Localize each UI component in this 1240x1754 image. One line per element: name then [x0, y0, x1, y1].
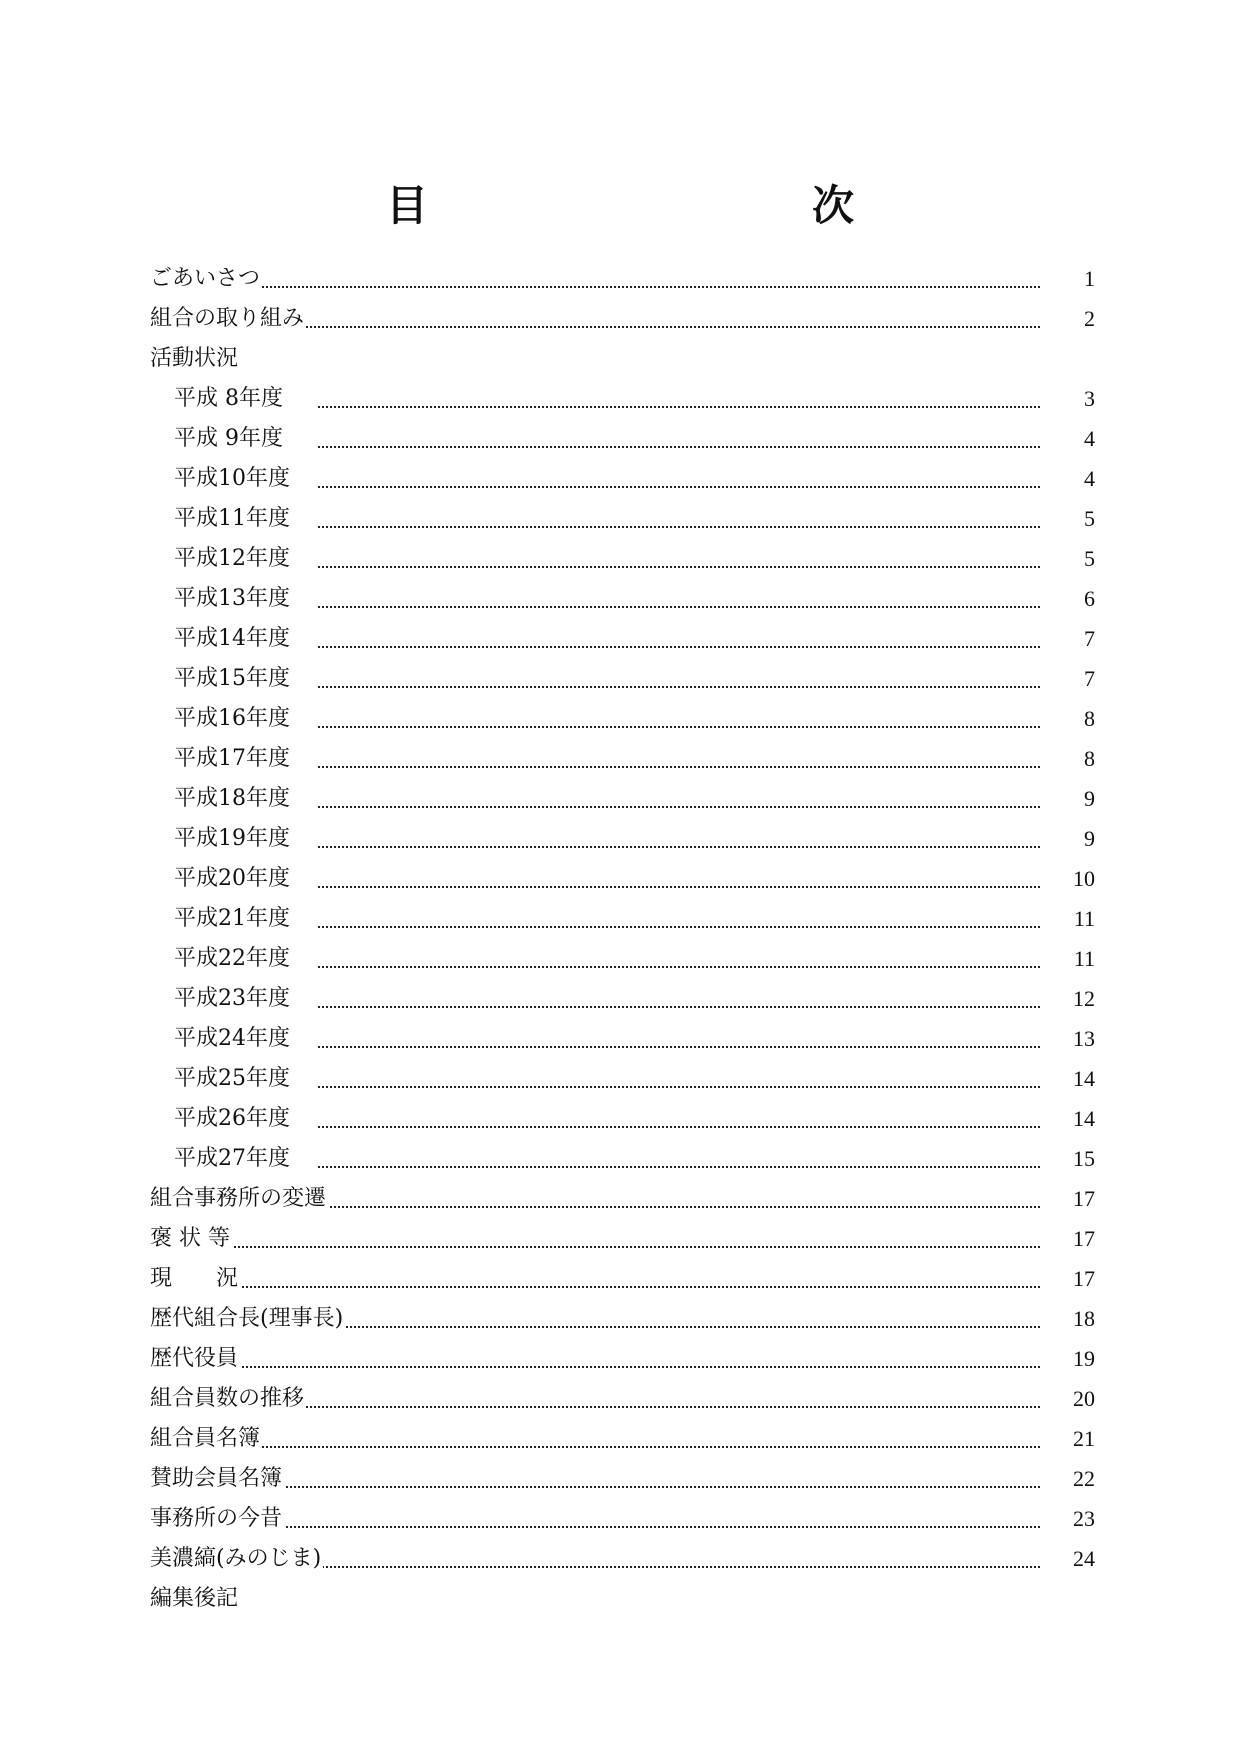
- toc-entry-label: 平成16年度: [174, 699, 292, 739]
- toc-entry: [150, 779, 1095, 819]
- toc-entry-label: 現 況: [150, 1259, 240, 1299]
- toc-entry: [150, 899, 1095, 939]
- dot-leader: [318, 446, 1040, 448]
- toc-entry: [150, 1339, 1095, 1379]
- dot-leader: [318, 566, 1040, 568]
- dot-leader: [318, 686, 1040, 688]
- toc-page-number: 9: [1084, 826, 1095, 851]
- dot-leader: [318, 806, 1040, 808]
- toc-page-number: 17: [1073, 1226, 1095, 1251]
- toc-entry-label: 歴代組合長(理事長): [150, 1299, 345, 1339]
- toc-entry: [150, 1379, 1095, 1419]
- toc-entry: [150, 339, 1095, 379]
- toc-page-number: 2: [1084, 306, 1095, 331]
- toc-entry-label: 組合の取り組み: [150, 299, 306, 339]
- toc-entry-label: 歴代役員: [150, 1339, 240, 1379]
- toc-page-number: 5: [1084, 506, 1095, 531]
- toc-entry: [150, 1259, 1095, 1299]
- dot-leader: [318, 646, 1040, 648]
- toc-entry: [150, 1139, 1095, 1179]
- dot-leader: [150, 286, 1040, 288]
- toc-page-number: 11: [1073, 946, 1095, 971]
- toc-entry: [150, 1579, 1095, 1619]
- dot-leader: [318, 1006, 1040, 1008]
- dot-leader: [150, 1286, 1040, 1288]
- toc-entry-label: 賛助会員名簿: [150, 1459, 284, 1499]
- toc-page-number: 13: [1073, 1026, 1095, 1051]
- toc-page-number: 1: [1084, 266, 1095, 291]
- toc-entry-label: 組合員数の推移: [150, 1379, 306, 1419]
- toc-entry: [150, 379, 1095, 419]
- toc-entry-label: 褒 状 等: [150, 1219, 232, 1259]
- toc-entry-label: 平成20年度: [174, 859, 292, 899]
- dot-leader: [318, 726, 1040, 728]
- toc-entry-label: ごあいさつ: [150, 259, 262, 299]
- toc-entry-label: 平成17年度: [174, 739, 292, 779]
- toc-entry-label: 活動状況: [150, 339, 240, 379]
- toc-page-number: 7: [1084, 666, 1095, 691]
- toc-entry: [150, 1099, 1095, 1139]
- toc-entry-label: 平成11年度: [174, 499, 292, 539]
- dot-leader: [150, 1366, 1040, 1368]
- toc-entry: [150, 1499, 1095, 1539]
- toc-page-number: 17: [1073, 1266, 1095, 1291]
- toc-page-number: 8: [1084, 746, 1095, 771]
- toc-page-number: 14: [1073, 1106, 1095, 1131]
- toc-entry-label: 平成26年度: [174, 1099, 292, 1139]
- toc-entry-label: 組合事務所の変遷: [150, 1179, 328, 1219]
- dot-leader: [150, 1446, 1040, 1448]
- toc-entry: [150, 739, 1095, 779]
- dot-leader: [318, 846, 1040, 848]
- toc-entry-label: 平成14年度: [174, 619, 292, 659]
- dot-leader: [318, 526, 1040, 528]
- toc-page-number: 15: [1073, 1146, 1095, 1171]
- toc-page-number: 7: [1084, 626, 1095, 651]
- toc-page-number: 5: [1084, 546, 1095, 571]
- toc-page-number: 17: [1073, 1186, 1095, 1211]
- toc-entry: [150, 619, 1095, 659]
- toc-entry: [150, 859, 1095, 899]
- dot-leader: [318, 406, 1040, 408]
- dot-leader: [318, 606, 1040, 608]
- toc-page-number: 12: [1073, 986, 1095, 1011]
- toc-entry-label: 平成25年度: [174, 1059, 292, 1099]
- toc-entry-label: 平成27年度: [174, 1139, 292, 1179]
- toc-page-number: 14: [1073, 1066, 1095, 1091]
- toc-entry-label: 平成24年度: [174, 1019, 292, 1059]
- toc-entry-label: 平成12年度: [174, 539, 292, 579]
- page-title: 目 次: [385, 181, 954, 230]
- table-of-contents: [150, 259, 1095, 1619]
- toc-page-number: 4: [1084, 426, 1095, 451]
- toc-page-number: 23: [1073, 1506, 1095, 1531]
- dot-leader: [318, 766, 1040, 768]
- toc-entry: [150, 499, 1095, 539]
- toc-page-number: 9: [1084, 786, 1095, 811]
- toc-page-number: 6: [1084, 586, 1095, 611]
- toc-entry-label: 平成23年度: [174, 979, 292, 1019]
- toc-entry-label: 平成19年度: [174, 819, 292, 859]
- toc-entry: [150, 1179, 1095, 1219]
- dot-leader: [318, 966, 1040, 968]
- toc-entry-label: 事務所の今昔: [150, 1499, 284, 1539]
- dot-leader: [150, 1246, 1040, 1248]
- toc-page-number: 22: [1073, 1466, 1095, 1491]
- toc-page-number: 20: [1073, 1386, 1095, 1411]
- toc-entry-label: 平成 8年度: [174, 379, 285, 419]
- toc-page-number: 24: [1073, 1546, 1095, 1571]
- toc-entry-label: 編集後記: [150, 1579, 240, 1619]
- toc-entry-label: 平成13年度: [174, 579, 292, 619]
- toc-entry: [150, 1539, 1095, 1579]
- toc-page-number: 19: [1073, 1346, 1095, 1371]
- toc-entry-label: 美濃縞(みのじま): [150, 1539, 323, 1579]
- toc-entry: [150, 819, 1095, 859]
- toc-entry-label: 平成 9年度: [174, 419, 285, 459]
- toc-page-number: 18: [1073, 1306, 1095, 1331]
- toc-entry: [150, 939, 1095, 979]
- dot-leader: [318, 486, 1040, 488]
- toc-entry-label: 平成10年度: [174, 459, 292, 499]
- toc-entry: [150, 459, 1095, 499]
- toc-entry: [150, 659, 1095, 699]
- dot-leader: [318, 1046, 1040, 1048]
- dot-leader: [318, 886, 1040, 888]
- toc-entry: [150, 1219, 1095, 1259]
- dot-leader: [318, 1126, 1040, 1128]
- dot-leader: [318, 1166, 1040, 1168]
- toc-page-number: 10: [1073, 866, 1095, 891]
- toc-entry-label: 組合員名簿: [150, 1419, 262, 1459]
- toc-page-number: 4: [1084, 466, 1095, 491]
- toc-entry-label: 平成21年度: [174, 899, 292, 939]
- toc-entry-label: 平成22年度: [174, 939, 292, 979]
- toc-page-number: 21: [1073, 1426, 1095, 1451]
- toc-entry: [150, 1419, 1095, 1459]
- toc-page-number: 8: [1084, 706, 1095, 731]
- toc-entry-label: 平成15年度: [174, 659, 292, 699]
- toc-entry: [150, 1019, 1095, 1059]
- toc-entry: [150, 1459, 1095, 1499]
- toc-entry: [150, 979, 1095, 1019]
- dot-leader: [318, 1086, 1040, 1088]
- toc-entry-label: 平成18年度: [174, 779, 292, 819]
- toc-entry: [150, 539, 1095, 579]
- toc-entry: [150, 259, 1095, 299]
- toc-page-number: 11: [1073, 906, 1095, 931]
- dot-leader: [318, 926, 1040, 928]
- toc-entry: [150, 299, 1095, 339]
- toc-entry: [150, 579, 1095, 619]
- toc-entry: [150, 699, 1095, 739]
- toc-entry: [150, 1299, 1095, 1339]
- toc-entry: [150, 419, 1095, 459]
- toc-entry: [150, 1059, 1095, 1099]
- toc-page-number: 3: [1084, 386, 1095, 411]
